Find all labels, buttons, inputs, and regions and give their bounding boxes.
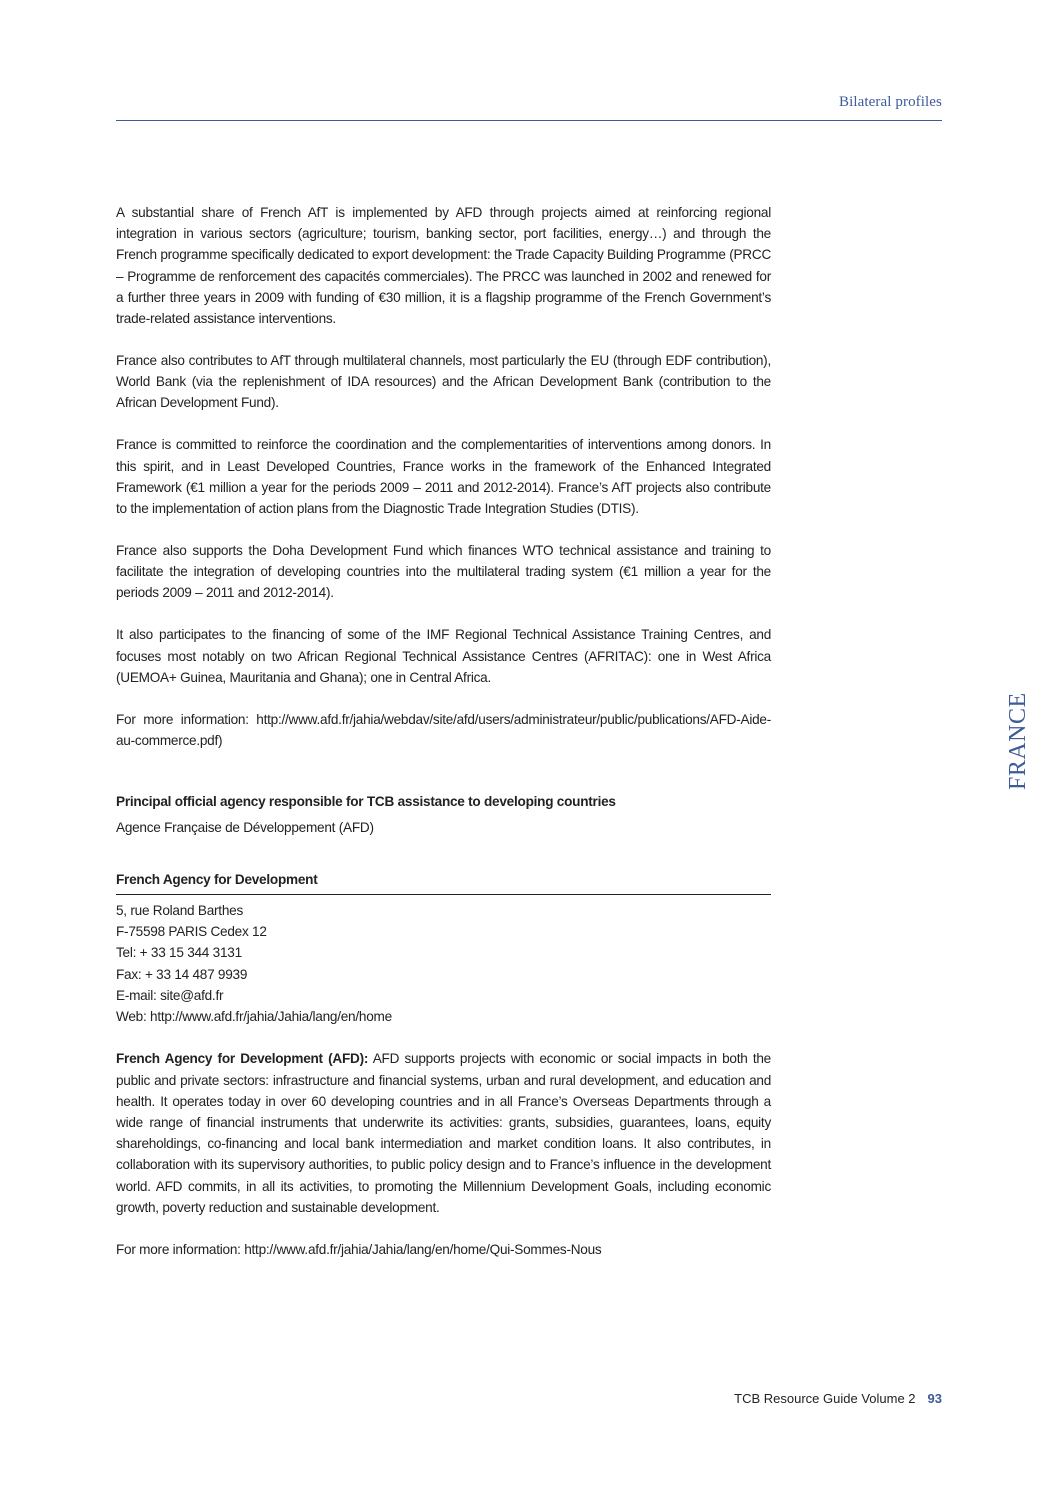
agency-description-text: AFD supports projects with economic or social impacts in both the public and private sectors: infrastructure and financial systems, urban and rural development, and education and health. It operates today in over 60 developing countries and in all France’s Overseas Departments through a wide range of financial instruments that underwrite its activities: grants, subsidies, guarantees, loans, equity shareholdings, co-financing and local bank intermediation and market condition loans. It also contributes, in collaboration with its supervisory authorities, to public policy design and to France’s influence in the development world. AFD commits, in all its activities, to promoting the Millennium Development Goals, including economic growth, poverty reduction and sustainable development. xyxy=(116,1051,771,1215)
address-web: Web: http://www.afd.fr/jahia/Jahia/lang/en/home xyxy=(116,1009,392,1025)
page-number: 93 xyxy=(927,1391,942,1406)
agency-name: Agence Française de Développement (AFD) xyxy=(116,820,374,836)
contact-heading: French Agency for Development xyxy=(116,869,771,895)
header-divider xyxy=(116,120,942,121)
agency-description-lead: French Agency for Development (AFD): xyxy=(116,1051,369,1067)
country-side-tab: FRANCE xyxy=(1005,692,1031,790)
more-info-link: For more information: http://www.afd.fr/jahia/webdav/site/afd/users/administrateur/public/publications/AFD-Aide-au-commerce.pdf) xyxy=(116,711,771,749)
body-paragraph: France also contributes to AfT through multilateral channels, most particularly the EU (through EDF contribution), World Bank (via the replenishment of IDA resources) and the African Development Bank (contribution to the African Development Fund). xyxy=(116,353,771,411)
address-street: 5, rue Roland Barthes xyxy=(116,902,243,918)
main-content xyxy=(116,202,771,1281)
address-city: F-75598 PARIS Cedex 12 xyxy=(116,924,267,940)
body-paragraph: A substantial share of French AfT is implemented by AFD through projects aimed at reinforcing regional integration in various sectors (agriculture; tourism, banking sector, port facilities, energy…) and through the French programme specifically dedicated to export development: the Trade Capacity Building Programme (PRCC – Programme de renforcement des capacités commerciales). The PRCC was launched in 2002 and renewed for a further three years in 2009 with funding of €30 million, it is a flagship programme of the French Government’s trade-related assistance interventions. xyxy=(116,205,772,327)
address-fax: Fax: + 33 14 487 9939 xyxy=(116,966,248,982)
agency-heading: Principal official agency responsible for TCB assistance to developing countries xyxy=(116,794,616,810)
address-tel: Tel: + 33 15 344 3131 xyxy=(116,945,242,961)
agency-more-info: For more information: http://www.afd.fr/jahia/Jahia/lang/en/home/Qui-Sommes-Nous xyxy=(116,1241,602,1257)
address-block xyxy=(116,900,771,1028)
footer-publication: TCB Resource Guide Volume 2 xyxy=(734,1391,916,1406)
page-footer xyxy=(734,1391,942,1406)
agency-description xyxy=(116,1048,771,1218)
address-email: E-mail: site@afd.fr xyxy=(116,988,224,1004)
running-header: Bilateral profiles xyxy=(838,94,942,110)
body-paragraph: France is committed to reinforce the coordination and the complementarities of interventions among donors. In this spirit, and in Least Developed Countries, France works in the framework of the Enhanced Integrated Framework (€1 million a year for the periods 2009 – 2011 and 2012-2014). France’s AfT projects also contribute to the implementation of action plans from the Diagnostic Trade Integration Studies (DTIS). xyxy=(116,437,771,517)
body-paragraph: It also participates to the financing of some of the IMF Regional Technical Assistance Training Centres, and focuses most notably on two African Regional Technical Assistance Centres (AFRITAC): one in West Africa (UEMOA+ Guinea, Mauritania and Ghana); one in Central Africa. xyxy=(116,627,771,685)
body-paragraph: France also supports the Doha Development Fund which finances WTO technical assistance and training to facilitate the integration of developing countries into the multilateral trading system (€1 million a year for the periods 2009 – 2011 and 2012-2014). xyxy=(116,543,771,601)
